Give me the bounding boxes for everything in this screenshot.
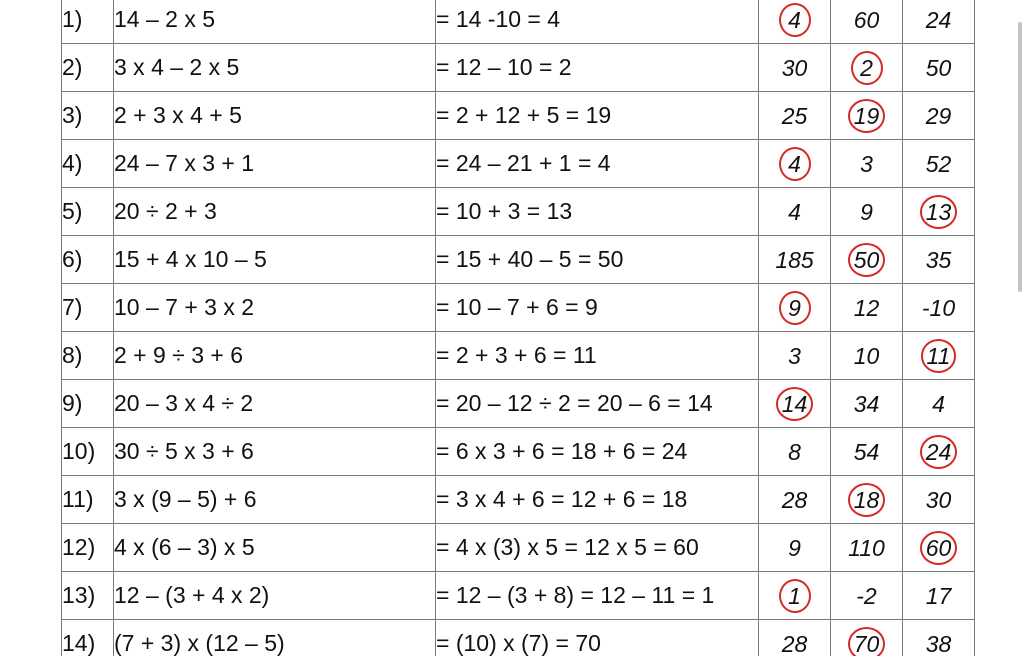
worked-solution: = 10 + 3 = 13 (436, 188, 759, 236)
answer-option-cell (903, 332, 975, 380)
answer-option-cell (759, 380, 831, 428)
answer-option: -2 (856, 582, 877, 609)
problem-number: 2) (62, 44, 114, 92)
answer-option-cell (831, 380, 903, 428)
answer-option: 185 (775, 246, 814, 273)
table-row (62, 476, 975, 524)
worked-solution: = 2 + 3 + 6 = 11 (436, 332, 759, 380)
answer-option-cell (759, 620, 831, 656)
problem-number: 10) (62, 428, 114, 476)
answer-option: 34 (853, 390, 880, 417)
answer-option-cell (759, 572, 831, 620)
worked-solution: = 15 + 40 – 5 = 50 (436, 236, 759, 284)
circled-correct-answer: 4 (779, 3, 811, 37)
answer-option-cell (831, 524, 903, 572)
circled-correct-answer: 50 (848, 243, 886, 277)
answer-option: 60 (853, 6, 880, 33)
answer-option-cell (831, 44, 903, 92)
table-row (62, 428, 975, 476)
table-row (62, 236, 975, 284)
problem-expression: 12 – (3 + 4 x 2) (114, 572, 436, 620)
answer-option-cell (831, 428, 903, 476)
answer-option-cell (759, 140, 831, 188)
table-row (62, 188, 975, 236)
answer-option: 9 (788, 534, 801, 561)
worked-solution: = 24 – 21 + 1 = 4 (436, 140, 759, 188)
worked-solution: = 14 -10 = 4 (436, 0, 759, 44)
worked-solution: = 6 x 3 + 6 = 18 + 6 = 24 (436, 428, 759, 476)
answer-option: 3 (788, 342, 801, 369)
answer-option-cell (903, 524, 975, 572)
answer-option-cell (831, 332, 903, 380)
problem-number: 7) (62, 284, 114, 332)
problem-number: 8) (62, 332, 114, 380)
worked-solution: = 12 – 10 = 2 (436, 44, 759, 92)
answer-option-cell (903, 236, 975, 284)
answer-option-cell (903, 44, 975, 92)
worked-solution: = 2 + 12 + 5 = 19 (436, 92, 759, 140)
answer-option-cell (903, 620, 975, 656)
answer-option: 25 (781, 102, 808, 129)
worked-solution: = 20 – 12 ÷ 2 = 20 – 6 = 14 (436, 380, 759, 428)
problem-expression: 24 – 7 x 3 + 1 (114, 140, 436, 188)
table-row (62, 44, 975, 92)
circled-correct-answer: 18 (848, 483, 886, 517)
answer-option: 30 (925, 486, 952, 513)
table-row (62, 332, 975, 380)
answer-option-cell (831, 140, 903, 188)
circled-correct-answer: 2 (851, 51, 883, 85)
table-body (62, 0, 975, 656)
problem-number: 3) (62, 92, 114, 140)
answer-option-cell (903, 572, 975, 620)
answer-option-cell (903, 428, 975, 476)
answer-option-cell (759, 92, 831, 140)
answer-option-cell (759, 476, 831, 524)
circled-correct-answer: 24 (920, 435, 958, 469)
problem-expression: 30 ÷ 5 x 3 + 6 (114, 428, 436, 476)
answer-option: 54 (853, 438, 880, 465)
answer-option-cell (759, 428, 831, 476)
worked-solution: = 4 x (3) x 5 = 12 x 5 = 60 (436, 524, 759, 572)
table-row (62, 572, 975, 620)
table-row (62, 0, 975, 44)
answer-option: 4 (932, 390, 945, 417)
table-row (62, 380, 975, 428)
problem-number: 11) (62, 476, 114, 524)
answer-option-cell (831, 188, 903, 236)
table-row (62, 140, 975, 188)
answer-option: 24 (925, 6, 952, 33)
worked-solution: = 12 – (3 + 8) = 12 – 11 = 1 (436, 572, 759, 620)
answer-option: 110 (848, 534, 885, 561)
worked-solution: = (10) x (7) = 70 (436, 620, 759, 656)
answer-option-cell (903, 92, 975, 140)
worked-solution: = 10 – 7 + 6 = 9 (436, 284, 759, 332)
problem-expression: 20 – 3 x 4 ÷ 2 (114, 380, 436, 428)
problem-number: 13) (62, 572, 114, 620)
answer-option-cell (759, 284, 831, 332)
answer-option-cell (831, 92, 903, 140)
table-row (62, 620, 975, 656)
answer-option: 4 (788, 198, 801, 225)
answer-option: 52 (925, 150, 952, 177)
worked-solution: = 3 x 4 + 6 = 12 + 6 = 18 (436, 476, 759, 524)
answer-option-cell (759, 44, 831, 92)
answer-option: 8 (788, 438, 801, 465)
problem-expression: 10 – 7 + 3 x 2 (114, 284, 436, 332)
answer-option: 35 (925, 246, 952, 273)
answer-option: 12 (853, 294, 880, 321)
table-row (62, 284, 975, 332)
circled-correct-answer: 14 (776, 387, 814, 421)
answer-option-cell (831, 236, 903, 284)
problem-expression: 2 + 3 x 4 + 5 (114, 92, 436, 140)
problem-expression: 20 ÷ 2 + 3 (114, 188, 436, 236)
table-row (62, 92, 975, 140)
answer-option: 10 (853, 342, 880, 369)
answer-option-cell (903, 140, 975, 188)
problem-number: 4) (62, 140, 114, 188)
answer-option: 29 (925, 102, 952, 129)
scrollbar-track[interactable] (1014, 0, 1024, 656)
answer-option: -10 (921, 294, 956, 321)
circled-correct-answer: 13 (920, 195, 958, 229)
problem-expression: 14 – 2 x 5 (114, 0, 436, 44)
problem-number: 9) (62, 380, 114, 428)
problem-number: 5) (62, 188, 114, 236)
problem-expression: (7 + 3) x (12 – 5) (114, 620, 436, 656)
answer-option-cell (831, 284, 903, 332)
answer-option-cell (831, 476, 903, 524)
answer-option: 17 (925, 582, 952, 609)
order-of-operations-table (61, 0, 975, 656)
scrollbar-thumb[interactable] (1018, 22, 1022, 292)
answer-option: 50 (925, 54, 952, 81)
answer-option-cell (831, 620, 903, 656)
answer-option-cell (759, 188, 831, 236)
answer-option-cell (903, 476, 975, 524)
answer-option-cell (759, 236, 831, 284)
answer-option-cell (903, 380, 975, 428)
answer-option-cell (903, 188, 975, 236)
table-row (62, 524, 975, 572)
circled-correct-answer: 60 (920, 531, 958, 565)
answer-option-cell (759, 524, 831, 572)
circled-correct-answer: 9 (779, 291, 811, 325)
circled-correct-answer: 70 (848, 627, 886, 656)
answer-option-cell (831, 572, 903, 620)
answer-option-cell (903, 284, 975, 332)
problem-number: 6) (62, 236, 114, 284)
answer-option-cell (759, 332, 831, 380)
circled-correct-answer: 11 (921, 339, 957, 373)
problem-expression: 3 x (9 – 5) + 6 (114, 476, 436, 524)
problem-number: 14) (62, 620, 114, 656)
answer-option: 30 (781, 54, 808, 81)
answer-option-cell (903, 0, 975, 44)
problem-number: 1) (62, 0, 114, 44)
problem-number: 12) (62, 524, 114, 572)
problem-expression: 2 + 9 ÷ 3 + 6 (114, 332, 436, 380)
answer-option: 28 (781, 630, 808, 656)
problem-expression: 15 + 4 x 10 – 5 (114, 236, 436, 284)
answer-option: 9 (860, 198, 873, 225)
circled-correct-answer: 4 (779, 147, 811, 181)
answer-option: 28 (781, 486, 808, 513)
problem-expression: 4 x (6 – 3) x 5 (114, 524, 436, 572)
problem-expression: 3 x 4 – 2 x 5 (114, 44, 436, 92)
answer-option: 3 (860, 150, 873, 177)
circled-correct-answer: 19 (848, 99, 886, 133)
answer-option-cell (831, 0, 903, 44)
answer-option-cell (759, 0, 831, 44)
circled-correct-answer: 1 (779, 579, 811, 613)
answer-option: 38 (925, 630, 952, 656)
